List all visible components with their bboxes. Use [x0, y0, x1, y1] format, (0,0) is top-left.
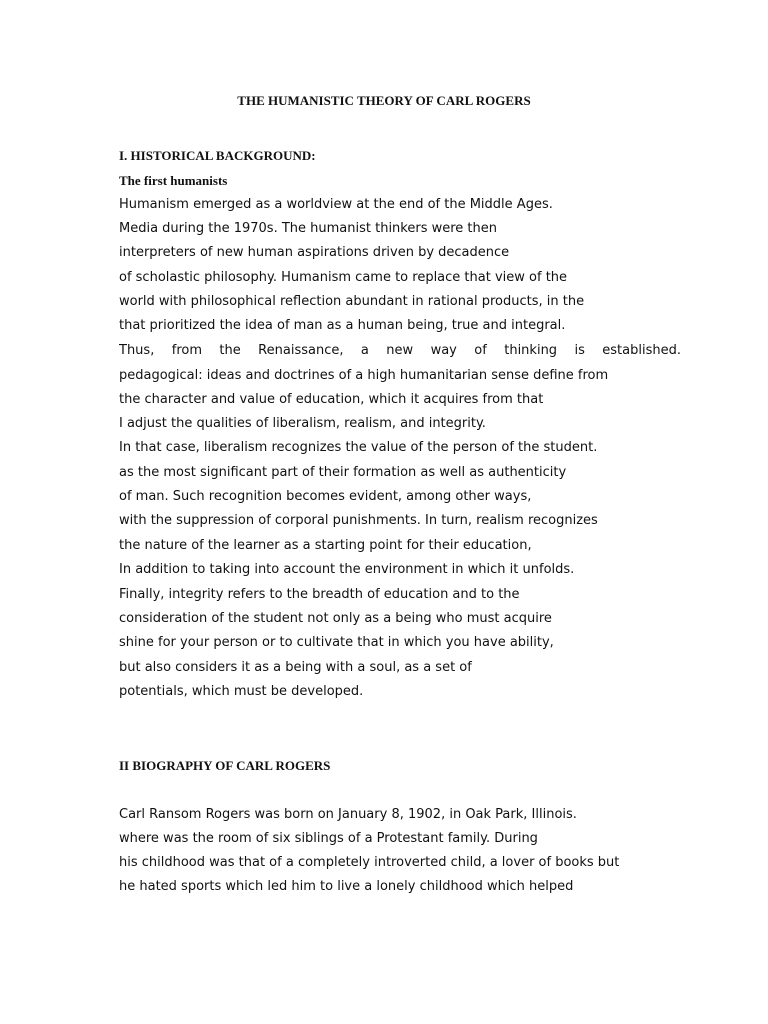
- body-line: pedagogical: ideas and doctrines of a high humanitarian sense define from: [119, 368, 609, 383]
- section-heading-biography: II BIOGRAPHY OF CARL ROGERS: [119, 758, 331, 773]
- section-heading-historical-background: I. HISTORICAL BACKGROUND:: [119, 148, 316, 163]
- body-line: Thus, from the Renaissance, a new way of thinking is established.: [119, 343, 681, 358]
- body-line: interpreters of new human aspirations driven by decadence: [119, 245, 510, 260]
- body-line: In addition to taking into account the environment in which it unfolds.: [119, 562, 575, 577]
- body-line: Media during the 1970s. The humanist thinkers were then: [119, 221, 498, 236]
- body-line: with the suppression of corporal punishments. In turn, realism recognizes: [119, 513, 598, 528]
- body-line: his childhood was that of a completely introverted child, a lover of books but: [119, 855, 620, 870]
- body-line: where was the room of six siblings of a Protestant family. During: [119, 831, 538, 846]
- subheading-first-humanists: The first humanists: [119, 173, 228, 188]
- body-line: potentials, which must be developed.: [119, 684, 364, 699]
- body-line: but also considers it as a being with a soul, as a set of: [119, 660, 472, 675]
- body-line: shine for your person or to cultivate that in which you have ability,: [119, 635, 554, 650]
- body-line: world with philosophical reflection abundant in rational products, in the: [119, 294, 585, 309]
- document-title: THE HUMANISTIC THEORY OF CARL ROGERS: [237, 93, 531, 108]
- body-line: Finally, integrity refers to the breadth of education and to the: [119, 587, 520, 602]
- body-line: the character and value of education, which it acquires from that: [119, 392, 544, 407]
- body-line: I adjust the qualities of liberalism, realism, and integrity.: [119, 416, 486, 431]
- body-line: of scholastic philosophy. Humanism came to replace that view of the: [119, 270, 568, 285]
- body-line: the nature of the learner as a starting point for their education,: [119, 538, 532, 553]
- body-line: of man. Such recognition becomes evident, among other ways,: [119, 489, 532, 504]
- body-line: he hated sports which led him to live a lonely childhood which helped: [119, 879, 574, 894]
- body-line: Humanism emerged as a worldview at the end of the Middle Ages.: [119, 197, 553, 212]
- body-line: as the most significant part of their formation as well as authenticity: [119, 465, 567, 480]
- body-line: that prioritized the idea of man as a human being, true and integral.: [119, 318, 566, 333]
- body-line: In that case, liberalism recognizes the value of the person of the student.: [119, 440, 598, 455]
- body-line: Carl Ransom Rogers was born on January 8, 1902, in Oak Park, Illinois.: [119, 807, 577, 822]
- body-line: consideration of the student not only as a being who must acquire: [119, 611, 552, 626]
